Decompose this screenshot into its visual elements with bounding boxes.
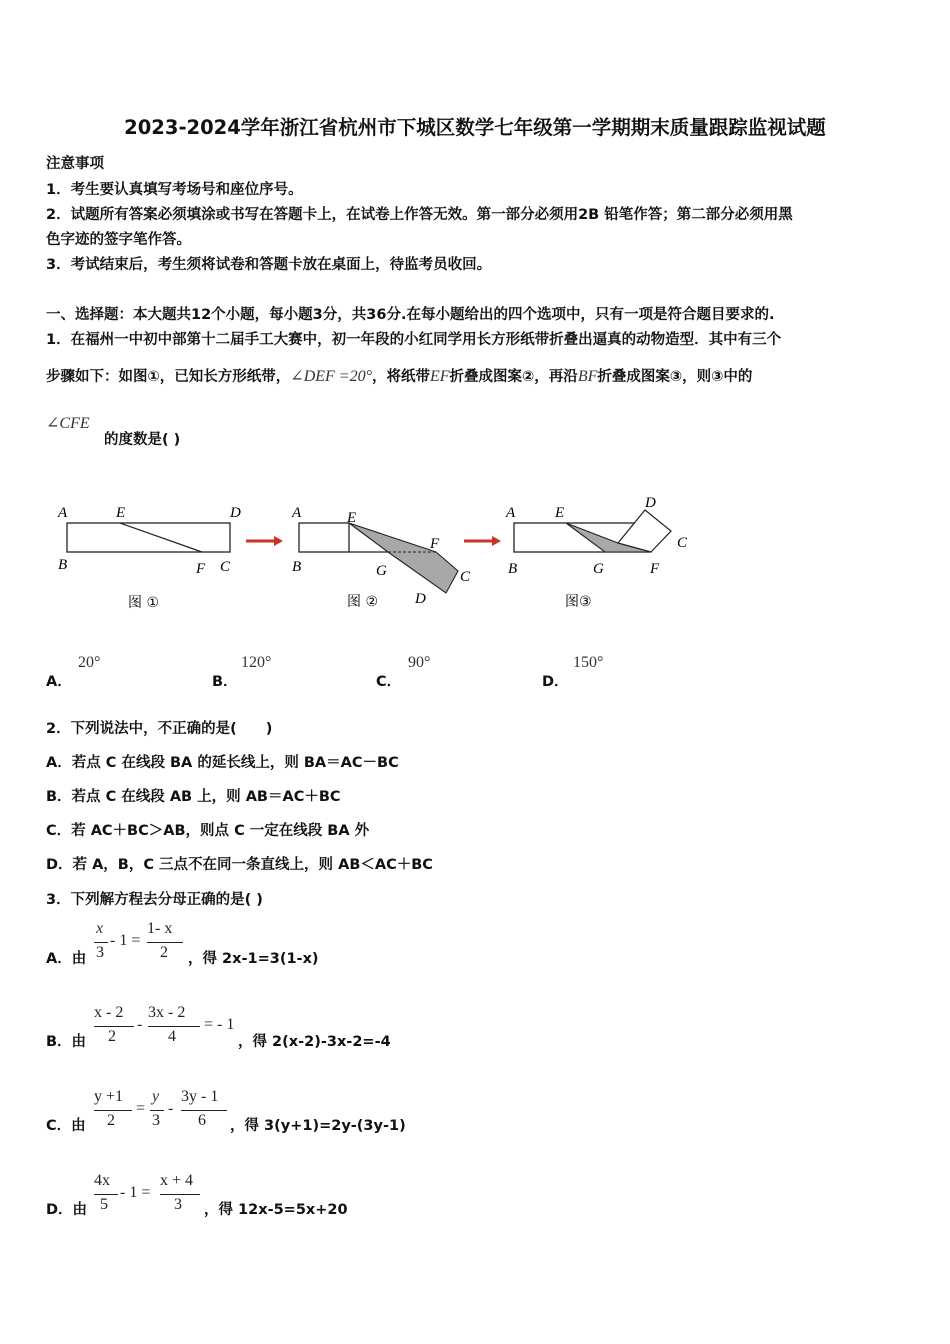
q1-text: 折叠成图案③，则③中的 — [597, 369, 753, 385]
denominator: 2 — [108, 1028, 116, 1045]
denominator: 3 — [96, 944, 104, 961]
angle-def: ∠DEF =20° — [290, 368, 372, 385]
q1-option-b-letter: B． — [212, 674, 238, 690]
fig1-crease — [120, 523, 202, 552]
numerator: x - 2 — [94, 1004, 124, 1021]
q1-text: 折叠成图案②，再沿 — [449, 369, 578, 385]
fig3-square-flap — [618, 510, 671, 552]
numerator: x + 4 — [160, 1172, 194, 1189]
numerator: 4x — [94, 1172, 110, 1189]
q1-option-d-value: 150° — [573, 654, 604, 671]
notice-heading: 注意事项 — [46, 156, 104, 172]
fig3-caption: 图③ — [565, 594, 592, 610]
label-e: E — [555, 505, 565, 521]
q3-stem: 3．下列解方程去分母正确的是( ) — [46, 892, 263, 908]
notice-item: 3．考试结束后，考生须将试卷和答题卡放在桌面上，待监考员收回。 — [46, 257, 492, 273]
numerator: x — [96, 920, 104, 937]
fig2-caption: 图 ② — [347, 594, 379, 610]
q2-option-c: C．若 AC＋BC＞AB，则点 C 一定在线段 BA 外 — [46, 823, 370, 839]
q1-option-b-value: 120° — [241, 654, 272, 671]
q2-option-a: A．若点 C 在线段 BA 的延长线上，则 BA＝AC－BC — [46, 755, 399, 771]
label-a: A — [292, 505, 302, 521]
label-d: D — [645, 495, 656, 511]
fig1-rectangle — [67, 523, 230, 552]
denominator: 4 — [168, 1028, 176, 1045]
operator: - 1 = — [120, 1184, 151, 1201]
label-f: F — [430, 536, 440, 552]
numerator: 3x - 2 — [148, 1004, 186, 1021]
arrow-1-head — [274, 536, 283, 546]
page-title: 2023-2024学年浙江省杭州市下城区数学七年级第一学期期末质量跟踪监视试题 — [124, 116, 826, 139]
q3-option-c-letter: C．由 — [46, 1118, 86, 1134]
q3-option-b-letter: B．由 — [46, 1034, 87, 1050]
angle-cfe: ∠CFE — [46, 415, 90, 432]
q1-stem-line1: 1．在福州一中初中部第十二届手工大赛中，初一年段的小红同学用长方形纸带折叠出逼真的动物造型．其中有三个 — [46, 332, 782, 348]
numerator: 3y - 1 — [181, 1088, 219, 1105]
q2-option-b: B．若点 C 在线段 AB 上，则 AB＝AC＋BC — [46, 789, 341, 805]
fold-figure — [40, 485, 720, 620]
numerator: y +1 — [94, 1088, 124, 1105]
segment-bf: BF — [577, 368, 598, 385]
q1-text: ，将纸带 — [371, 369, 430, 385]
q1-option-a-value: 20° — [78, 654, 101, 671]
operator: - 1 = — [110, 932, 141, 949]
q3-option-c-result: ，得 3(y+1)=2y-(3y-1) — [230, 1118, 406, 1134]
label-f: F — [196, 561, 206, 577]
q1-option-d-letter: D． — [542, 674, 569, 690]
q1-option-c-value: 90° — [408, 654, 431, 671]
q1-option-a-letter: A． — [46, 674, 72, 690]
numerator: 1- x — [147, 920, 173, 937]
segment-ef: EF — [429, 368, 450, 385]
label-e: E — [116, 505, 126, 521]
operator: = - 1 — [204, 1016, 235, 1033]
q3-option-b-result: ，得 2(x-2)-3x-2=-4 — [238, 1034, 391, 1050]
label-c: C — [220, 559, 231, 575]
operator: - — [137, 1016, 143, 1033]
q3-option-d-letter: D．由 — [46, 1202, 88, 1218]
fig2-rectangle — [299, 523, 349, 552]
denominator: 6 — [198, 1112, 206, 1129]
label-c: C — [677, 535, 688, 551]
label-g: G — [376, 563, 387, 579]
label-e: E — [347, 510, 357, 526]
label-b: B — [292, 559, 302, 575]
arrow-2-head — [492, 536, 501, 546]
operator: = — [136, 1100, 146, 1117]
label-d: D — [230, 505, 241, 521]
label-b: B — [508, 561, 518, 577]
label-a: A — [58, 505, 68, 521]
label-a: A — [506, 505, 516, 521]
notice-item: 色字迹的签字笔作答。 — [46, 232, 191, 248]
fig2-folded-strip — [349, 523, 458, 593]
notice-item: 1．考生要认真填写考场号和座位序号。 — [46, 182, 303, 198]
denominator: 2 — [107, 1112, 115, 1129]
label-b: B — [58, 557, 68, 573]
label-c: C — [460, 569, 471, 585]
denominator: 3 — [174, 1196, 182, 1213]
q1-stem-line3: 的度数是( ) — [104, 432, 181, 448]
q3-option-a-result: ，得 2x-1=3(1-x) — [188, 951, 319, 967]
q1-stem-line2 — [46, 365, 752, 386]
q1-text: 步骤如下：如图①，已知长方形纸带， — [46, 369, 291, 385]
q1-option-c-letter: C． — [376, 674, 402, 690]
section-heading: 一、选择题：本大题共12个小题，每小题3分，共36分.在每小题给出的四个选项中，只有一项是符合题目要求的. — [46, 307, 775, 323]
q3-option-d-result: ，得 12x-5=5x+20 — [204, 1202, 348, 1218]
denominator: 2 — [160, 944, 168, 961]
q2-stem: 2．下列说法中，不正确的是( ) — [46, 721, 273, 737]
label-d: D — [415, 591, 426, 607]
denominator: 3 — [152, 1112, 160, 1129]
operator: - — [168, 1100, 174, 1117]
q2-option-d: D．若 A，B，C 三点不在同一条直线上，则 AB＜AC＋BC — [46, 857, 433, 873]
notice-item: 2．试题所有答案必须填涂或书写在答题卡上，在试卷上作答无效。第一部分必须用2B 铅笔作答；第二部分必须用黑 — [46, 207, 793, 223]
denominator: 5 — [100, 1196, 108, 1213]
numerator: y — [152, 1088, 160, 1105]
label-g: G — [593, 561, 604, 577]
fig1-caption: 图 ① — [128, 595, 160, 611]
q3-option-a-letter: A．由 — [46, 951, 87, 967]
label-f: F — [650, 561, 660, 577]
